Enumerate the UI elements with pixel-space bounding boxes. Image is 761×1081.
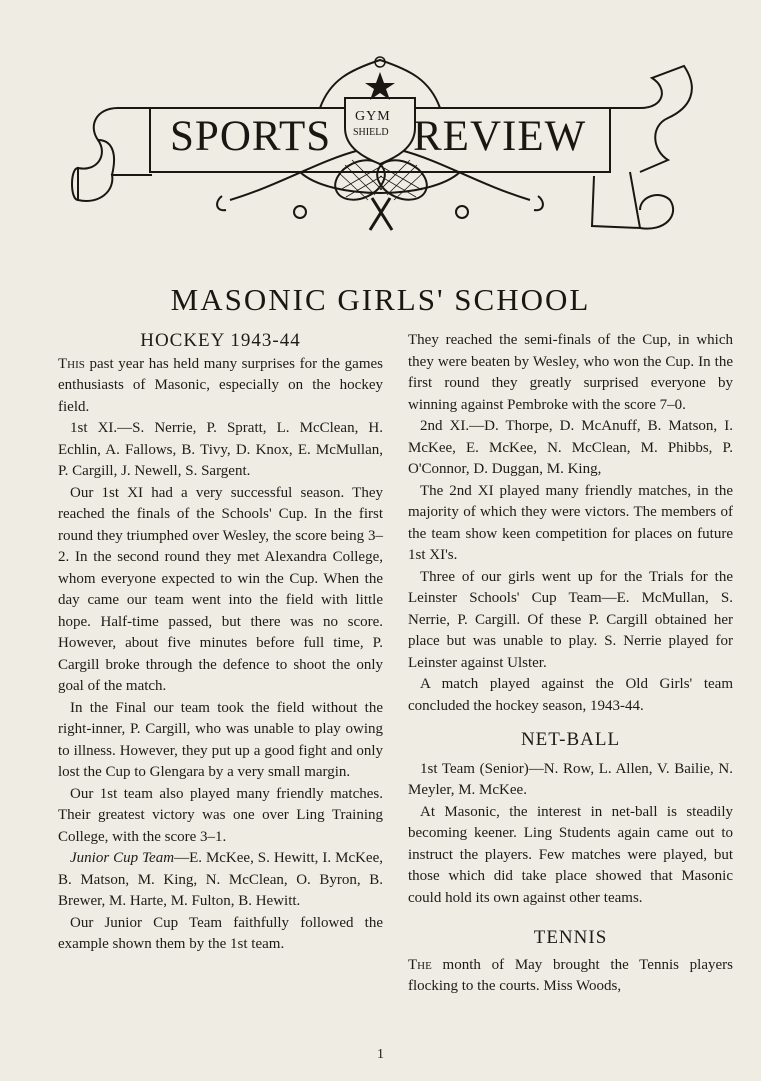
banner-scroll-art (0, 0, 761, 280)
hockey-second-xi-roster: 2nd XI.—D. Thorpe, D. McAnuff, B. Matson, I. McKee, E. McKee, N. McClean, M. Phibbs, P. O'Connor, D. Duggan, M. King, (408, 418, 733, 477)
hockey-heading: HOCKEY 1943-44 (140, 330, 301, 351)
junior-cup-team-label: Junior Cup Team (70, 850, 175, 866)
tennis-heading: TENNIS (533, 927, 608, 948)
hockey-first-xi-roster: 1st XI.—S. Nerrie, P. Spratt, L. McClean, H. Echlin, A. Fallows, B. Tivy, D. Knox, E. McMullan, P. Cargill, J. Newell, S. Sargent. (58, 420, 383, 479)
hockey-second-xi-results: The 2nd XI played many friendly matches, in the majority of which they were victors. The members of the team show keen competition for places on future 1st XI's. (408, 482, 733, 563)
hockey-junior-roster (58, 848, 383, 913)
hockey-junior-intro: Our Junior Cup Team faithfully followed the example shown them by the 1st team. (58, 914, 383, 952)
junior-cup-team-names: —E. McKee, S. Hewitt, I. McKee, B. Matson, M. King, N. McClean, O. Byron, B. Brewer, M. Harte, M. Fulton, B. Hewitt. (58, 850, 383, 909)
hockey-leinster-trials: Three of our girls went up for the Trials for the Leinster Schools' Cup Team—E. McMullan, S. Nerrie, P. Cargill. Of these P. Cargill obtained her place but was unable to play. S. Nerrie played for Leinster against Ulster. (408, 568, 733, 671)
page-number: 1 (377, 1047, 384, 1062)
banner-word-sports: SPORTS (170, 113, 332, 160)
hockey-first-xi-season: Our 1st XI had a very successful season. They reached the finals of the Schools' Cup. In the first round they triumphed over Wesley, the score being 3–2. In the second round they met Alexandra College, whom everyone expected to win the Cup. When the day came our team went into the field with little hope. Half-time passed, but there was no score. However, about five minutes before full time, P. Cargill broke through the defence to shoot the only goal of the match. (58, 484, 383, 694)
hockey-intro-lead: This (58, 355, 85, 372)
hockey-intro (58, 354, 383, 419)
banner-word-review: REVIEW (413, 113, 587, 160)
hockey-old-girls-match: A match played against the Old Girls' team concluded the hockey season, 1943-44. (408, 676, 733, 714)
tennis-intro-lead: The (408, 956, 432, 973)
netball-roster: 1st Team (Senior)—N. Row, L. Allen, V. Bailie, N. Meyler, M. McKee. (408, 760, 733, 798)
sports-review-banner (0, 0, 761, 280)
crest-label-bottom: SHIELD (353, 127, 389, 138)
tennis-intro-text: month of May brought the Tennis players flocking to the courts. Miss Woods, (408, 956, 733, 994)
hockey-junior-result: They reached the semi-finals of the Cup, in which they were beaten by Wesley, who won the Cup. In the first round they greatly surprised everyone by winning against Pembroke with the score 7–0. (408, 332, 733, 413)
hockey-friendly-matches: Our 1st team also played many friendly matches. Their greatest victory was one over Ling Training College, with the score 3–1. (58, 785, 383, 845)
hockey-intro-text: past year has held many surprises for the games enthusiasts of Masonic, especially on the hockey field. (58, 355, 383, 415)
right-column (408, 330, 733, 998)
school-title: MASONIC GIRLS' SCHOOL (170, 282, 591, 317)
netball-summary: At Masonic, the interest in net-ball is steadily becoming keener. Ling Students again came out to instruct the players. Few matches were played, but those which did take place showed that Masonic could hold its own against other teams. (408, 803, 733, 906)
tennis-intro (408, 955, 733, 998)
hockey-final: In the Final our team took the field without the right-inner, P. Cargill, who was unable to play owing to illness. However, they put up a good fight and only lost the Cup to Glengara by a very small margin. (58, 699, 383, 780)
netball-heading: NET-BALL (520, 729, 621, 750)
crest-label-top: GYM (355, 109, 391, 124)
left-column (58, 330, 383, 956)
